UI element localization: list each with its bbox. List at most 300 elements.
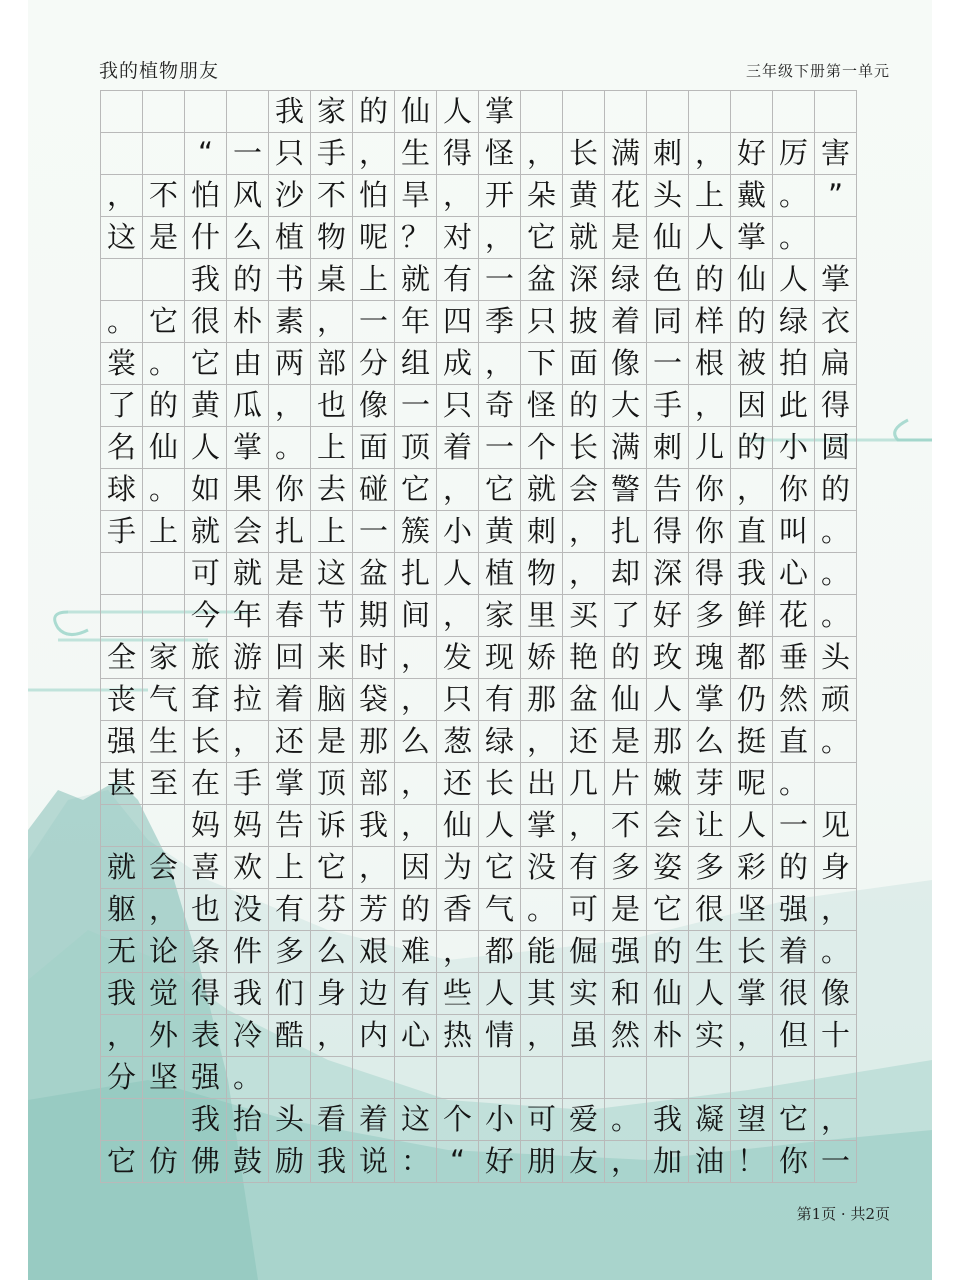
grid-cell: 满 [605,133,647,175]
grid-cell: 它 [143,301,185,343]
grid-cell: 顽 [815,679,857,721]
grid-cell: 我 [731,553,773,595]
grid-cell: ， [689,133,731,175]
grid-cell: 仙 [647,217,689,259]
grid-cell: 难 [395,931,437,973]
grid-cell: 冷 [227,1015,269,1057]
grid-cell [815,91,857,133]
grid-cell: 掌 [731,217,773,259]
grid-cell: 怕 [353,175,395,217]
grid-cell: 沙 [269,175,311,217]
grid-cell: 这 [311,553,353,595]
grid-cell: 多 [689,595,731,637]
grid-cell: 上 [311,511,353,553]
grid-cell: 人 [479,973,521,1015]
grid-cell: 着 [437,427,479,469]
grid-cell: 让 [689,805,731,847]
grid-cell: 被 [731,343,773,385]
grid-cell: 根 [689,343,731,385]
grid-cell: 朴 [647,1015,689,1057]
grid-cell: 只 [437,679,479,721]
grid-cell: 倔 [563,931,605,973]
grid-cell: 很 [185,301,227,343]
grid-cell: 至 [143,763,185,805]
grid-cell: 好 [647,595,689,637]
grid-cell [731,1057,773,1099]
grid-cell: 就 [185,511,227,553]
grid-cell: 还 [437,763,479,805]
grid-cell: 的 [731,301,773,343]
grid-cell: 手 [311,133,353,175]
grid-cell: 的 [227,259,269,301]
grid-cell: 坚 [143,1057,185,1099]
grid-cell: 生 [395,133,437,175]
grid-cell: 人 [689,973,731,1015]
grid-cell: ， [269,385,311,427]
grid-cell: 还 [563,721,605,763]
grid-cell: 嫩 [647,763,689,805]
grid-cell [521,1057,563,1099]
grid-cell: 一 [773,805,815,847]
grid-cell: 呢 [731,763,773,805]
grid-cell: 么 [395,721,437,763]
grid-cell: 植 [479,553,521,595]
grid-cell: ， [563,553,605,595]
grid-cell: 么 [689,721,731,763]
grid-cell: ， [437,931,479,973]
grid-cell: 些 [437,973,479,1015]
grid-cell: 几 [563,763,605,805]
grid-cell: 心 [773,553,815,595]
grid-cell: 强 [101,721,143,763]
grid-cell: 么 [311,931,353,973]
grid-cell: 刺 [647,133,689,175]
grid-cell: 。 [521,889,563,931]
grid-cell: ， [437,469,479,511]
grid-cell [143,91,185,133]
grid-cell: 袋 [353,679,395,721]
grid-cell: 节 [311,595,353,637]
grid-cell: 不 [311,175,353,217]
grid-cell: 头 [815,637,857,679]
grid-cell [101,259,143,301]
grid-cell: 刺 [521,511,563,553]
grid-cell: 小 [773,427,815,469]
grid-cell: 发 [437,637,479,679]
grid-cell [815,1057,857,1099]
grid-cell [647,1057,689,1099]
grid-cell: 的 [647,931,689,973]
header-unit: 三年级下册第一单元 [745,62,890,80]
grid-cell: 掌 [269,763,311,805]
grid-cell: ， [479,217,521,259]
grid-cell: 玫 [647,637,689,679]
grid-cell [143,595,185,637]
grid-cell: 酷 [269,1015,311,1057]
grid-cell: 桌 [311,259,353,301]
grid-cell: 。 [773,175,815,217]
grid-cell: ： [395,1141,437,1183]
grid-cell: 不 [143,175,185,217]
grid-cell: 掌 [731,973,773,1015]
grid-cell: ， [353,847,395,889]
grid-cell: 手 [227,763,269,805]
grid-cell: 仙 [731,259,773,301]
grid-cell: 人 [731,805,773,847]
grid-cell: 得 [647,511,689,553]
grid-cell [101,553,143,595]
grid-cell: ， [731,469,773,511]
grid-cell: 刺 [647,427,689,469]
grid-cell: 。 [269,427,311,469]
grid-cell: 年 [395,301,437,343]
grid-cell: 一 [647,343,689,385]
grid-cell: 说 [353,1141,395,1183]
grid-cell: 瑰 [689,637,731,679]
grid-cell: 全 [101,637,143,679]
grid-cell: 励 [269,1141,311,1183]
grid-cell: 碰 [353,469,395,511]
grid-cell: 盆 [521,259,563,301]
grid-cell [143,133,185,175]
grid-cell: 满 [605,427,647,469]
grid-cell: 仙 [395,91,437,133]
grid-cell: 仿 [143,1141,185,1183]
grid-cell: 这 [101,217,143,259]
grid-cell: 个 [437,1099,479,1141]
grid-cell: 还 [269,721,311,763]
grid-cell: 我 [647,1099,689,1141]
grid-cell: 们 [269,973,311,1015]
grid-cell: 生 [689,931,731,973]
grid-cell: ， [311,301,353,343]
grid-cell: 的 [395,889,437,931]
grid-cell: 家 [479,595,521,637]
grid-cell: 害 [815,133,857,175]
grid-cell: 强 [605,931,647,973]
grid-cell: ， [101,1015,143,1057]
grid-cell: 条 [185,931,227,973]
grid-cell: 香 [437,889,479,931]
grid-cell: “ [437,1141,479,1183]
grid-cell [101,1099,143,1141]
grid-cell: 着 [269,679,311,721]
grid-cell: 掌 [479,91,521,133]
grid-cell: 我 [311,1141,353,1183]
grid-cell [773,91,815,133]
grid-cell: 都 [731,637,773,679]
grid-cell [605,1057,647,1099]
header-title: 我的植物朋友 [99,60,220,82]
grid-cell: 警 [605,469,647,511]
grid-cell: 长 [185,721,227,763]
grid-cell: 同 [647,301,689,343]
grid-cell: 深 [563,259,605,301]
grid-cell: 它 [647,889,689,931]
grid-cell: 觉 [143,973,185,1015]
grid-cell: ， [395,679,437,721]
grid-cell: 小 [437,511,479,553]
grid-cell: 的 [773,847,815,889]
grid-cell: 会 [143,847,185,889]
grid-cell: 会 [647,805,689,847]
grid-cell: 呢 [353,217,395,259]
grid-cell: 只 [269,133,311,175]
grid-cell [101,595,143,637]
grid-cell: 有 [479,679,521,721]
grid-cell: 仙 [143,427,185,469]
grid-cell [227,91,269,133]
grid-cell: 厉 [773,133,815,175]
grid-cell: 的 [689,259,731,301]
grid-cell: 球 [101,469,143,511]
grid-cell: 组 [395,343,437,385]
grid-cell: 躯 [101,889,143,931]
grid-cell [269,1057,311,1099]
grid-cell: 一 [227,133,269,175]
grid-cell: 见 [815,805,857,847]
grid-cell: 此 [773,385,815,427]
grid-cell [689,91,731,133]
grid-cell: 。 [773,763,815,805]
grid-cell: 名 [101,427,143,469]
grid-cell: 仙 [437,805,479,847]
grid-cell: 手 [647,385,689,427]
grid-cell: 很 [773,973,815,1015]
grid-cell: 上 [353,259,395,301]
grid-cell: ， [689,385,731,427]
grid-cell: 像 [605,343,647,385]
grid-cell: 好 [479,1141,521,1183]
grid-cell: 娇 [521,637,563,679]
grid-cell: 物 [311,217,353,259]
grid-cell: 掌 [227,427,269,469]
grid-cell: 人 [479,805,521,847]
grid-cell: 强 [185,1057,227,1099]
grid-cell: 得 [185,973,227,1015]
grid-cell: 葱 [437,721,479,763]
grid-cell: 很 [689,889,731,931]
grid-cell: 了 [605,595,647,637]
grid-cell [815,763,857,805]
grid-cell: ， [605,1141,647,1183]
grid-cell: 垂 [773,637,815,679]
grid-cell: 一 [395,385,437,427]
grid-cell: 因 [395,847,437,889]
grid-cell: 是 [269,553,311,595]
grid-cell: 一 [479,427,521,469]
grid-cell: 由 [227,343,269,385]
grid-cell: 气 [479,889,521,931]
grid-cell: ， [395,805,437,847]
grid-cell: 色 [647,259,689,301]
grid-cell: 人 [437,553,479,595]
grid-cell: 看 [311,1099,353,1141]
grid-cell: 素 [269,301,311,343]
grid-cell: 长 [563,427,605,469]
grid-cell: 人 [185,427,227,469]
grid-cell: 花 [773,595,815,637]
grid-cell: 扎 [269,511,311,553]
grid-cell: 长 [479,763,521,805]
grid-cell [437,1057,479,1099]
grid-cell: 掌 [689,679,731,721]
grid-cell: 怪 [479,133,521,175]
grid-cell: 妈 [185,805,227,847]
grid-cell: 你 [689,511,731,553]
grid-cell: 会 [563,469,605,511]
grid-cell: 人 [773,259,815,301]
grid-cell: 那 [647,721,689,763]
grid-cell: 挺 [731,721,773,763]
grid-cell: ， [227,721,269,763]
grid-cell: 多 [689,847,731,889]
grid-cell: 的 [563,385,605,427]
grid-cell: ， [437,175,479,217]
grid-cell: ， [101,175,143,217]
grid-cell [773,1057,815,1099]
grid-cell: 时 [353,637,395,679]
grid-cell: 奇 [479,385,521,427]
grid-cell: 其 [521,973,563,1015]
grid-cell: 芳 [353,889,395,931]
grid-cell: 片 [605,763,647,805]
grid-cell: 着 [353,1099,395,1141]
grid-cell [143,805,185,847]
grid-cell: 可 [563,889,605,931]
grid-cell: 现 [479,637,521,679]
grid-cell: 。 [227,1057,269,1099]
grid-cell: 芬 [311,889,353,931]
grid-cell: 生 [143,721,185,763]
grid-cell: 。 [101,301,143,343]
grid-cell: 披 [563,301,605,343]
grid-cell: 我 [185,259,227,301]
grid-cell: 得 [689,553,731,595]
grid-cell: 那 [353,721,395,763]
grid-cell: 一 [353,511,395,553]
grid-cell: 但 [773,1015,815,1057]
grid-cell: 深 [647,553,689,595]
grid-cell: 艰 [353,931,395,973]
grid-cell: 头 [647,175,689,217]
grid-cell: 情 [479,1015,521,1057]
grid-cell: 艳 [563,637,605,679]
grid-cell: 扎 [395,553,437,595]
grid-cell: 两 [269,343,311,385]
grid-cell: 强 [773,889,815,931]
grid-cell: 都 [479,931,521,973]
grid-cell: 成 [437,343,479,385]
grid-cell: 可 [521,1099,563,1141]
grid-cell: 喜 [185,847,227,889]
grid-cell: 一 [353,301,395,343]
grid-cell: 件 [227,931,269,973]
grid-cell: 就 [227,553,269,595]
grid-cell [353,1057,395,1099]
grid-cell: 期 [353,595,395,637]
grid-cell: 芽 [689,763,731,805]
grid-cell: 春 [269,595,311,637]
grid-cell: 朴 [227,301,269,343]
grid-cell: 旅 [185,637,227,679]
grid-cell: 手 [101,511,143,553]
grid-cell: 植 [269,217,311,259]
grid-cell: 鼓 [227,1141,269,1183]
grid-cell: 季 [479,301,521,343]
grid-cell: 是 [605,889,647,931]
grid-cell: 部 [311,343,353,385]
grid-cell: 的 [815,469,857,511]
grid-cell: 长 [731,931,773,973]
grid-cell: 它 [185,343,227,385]
grid-cell: 你 [773,469,815,511]
grid-cell: 风 [227,175,269,217]
grid-cell: 盆 [353,553,395,595]
grid-cell: 年 [227,595,269,637]
grid-cell: 簇 [395,511,437,553]
grid-cell: 黄 [185,385,227,427]
grid-cell: 大 [605,385,647,427]
grid-cell: 身 [311,973,353,1015]
grid-cell: 只 [437,385,479,427]
grid-cell: 内 [353,1015,395,1057]
grid-cell: 样 [689,301,731,343]
grid-cell: ， [521,133,563,175]
grid-cell: 也 [185,889,227,931]
grid-cell: 直 [731,511,773,553]
grid-cell: 分 [353,343,395,385]
cloud-swirl-left [55,612,88,635]
grid-cell: ， [731,1015,773,1057]
grid-cell: 一 [815,1141,857,1183]
grid-cell: 有 [269,889,311,931]
grid-cell: 的 [731,427,773,469]
grid-cell: ， [815,889,857,931]
grid-cell: 它 [521,217,563,259]
grid-cell [185,91,227,133]
grid-cell: 上 [689,175,731,217]
grid-cell [521,91,563,133]
grid-cell [395,1057,437,1099]
grid-cell: 脑 [311,679,353,721]
grid-cell: 爱 [563,1099,605,1141]
grid-cell: 买 [563,595,605,637]
grid-cell: 盆 [563,679,605,721]
grid-cell: ， [479,343,521,385]
grid-cell: 裳 [101,343,143,385]
grid-cell: 没 [521,847,563,889]
grid-cell: 绿 [773,301,815,343]
grid-cell: 可 [185,553,227,595]
grid-cell: 戴 [731,175,773,217]
grid-cell: 今 [185,595,227,637]
grid-cell: 丧 [101,679,143,721]
grid-cell: 实 [563,973,605,1015]
grid-cell: 上 [269,847,311,889]
grid-cell: 了 [101,385,143,427]
grid-cell: 然 [605,1015,647,1057]
paper-background [28,0,932,1280]
grid-cell: 坚 [731,889,773,931]
writing-grid [100,90,857,1183]
grid-cell: 心 [395,1015,437,1057]
grid-cell: 没 [227,889,269,931]
grid-cell: 。 [815,511,857,553]
grid-cell: 外 [143,1015,185,1057]
grid-cell: 有 [395,973,437,1015]
grid-cell: 得 [437,133,479,175]
